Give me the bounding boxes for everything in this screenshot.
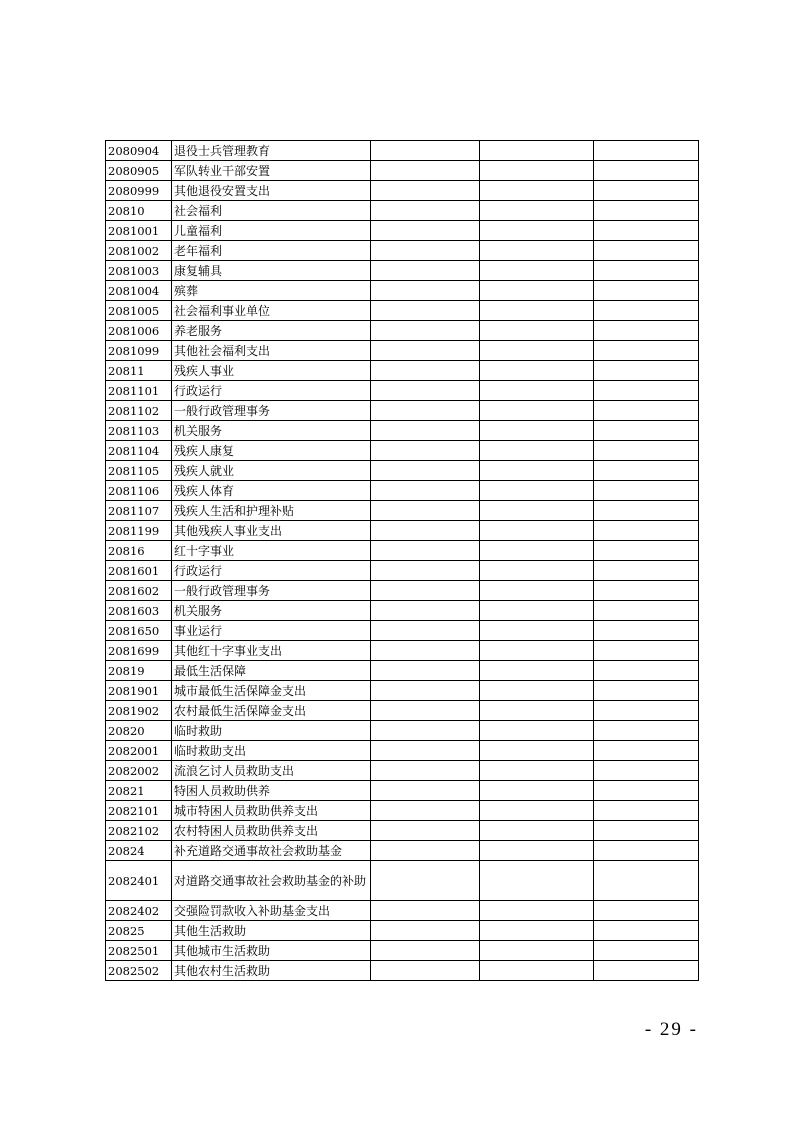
amount-cell [594,501,699,521]
account-code-cell: 2082002 [106,761,172,781]
amount-cell [480,401,594,421]
amount-cell [480,321,594,341]
amount-cell [480,161,594,181]
account-code-cell: 20816 [106,541,172,561]
amount-cell [480,381,594,401]
amount-cell [594,461,699,481]
table-row [106,781,699,801]
account-name-cell: 最低生活保障 [172,661,371,681]
amount-cell [594,521,699,541]
amount-cell [594,361,699,381]
amount-cell [480,781,594,801]
amount-cell [371,461,480,481]
account-code-cell: 2081699 [106,641,172,661]
account-name-cell: 事业运行 [172,621,371,641]
amount-cell [594,761,699,781]
amount-cell [480,861,594,901]
amount-cell [594,181,699,201]
table-row [106,441,699,461]
table-row [106,201,699,221]
account-code-cell: 20825 [106,921,172,941]
account-name-cell: 残疾人就业 [172,461,371,481]
amount-cell [594,201,699,221]
account-name-cell: 其他残疾人事业支出 [172,521,371,541]
amount-cell [594,441,699,461]
amount-cell [480,561,594,581]
amount-cell [371,801,480,821]
account-name-cell: 残疾人生活和护理补贴 [172,501,371,521]
amount-cell [480,961,594,981]
table-row [106,221,699,241]
table-row [106,421,699,441]
amount-cell [371,541,480,561]
account-code-cell: 2081107 [106,501,172,521]
amount-cell [480,741,594,761]
table-row [106,281,699,301]
amount-cell [371,921,480,941]
account-name-cell: 城市最低生活保障金支出 [172,681,371,701]
amount-cell [371,861,480,901]
account-name-cell: 残疾人康复 [172,441,371,461]
table-row [106,601,699,621]
amount-cell [371,381,480,401]
amount-cell [480,841,594,861]
account-code-cell: 20821 [106,781,172,801]
account-name-cell: 其他生活救助 [172,921,371,941]
table-row [106,801,699,821]
account-name-cell: 其他农村生活救助 [172,961,371,981]
amount-cell [371,281,480,301]
account-name-cell: 退役士兵管理教育 [172,141,371,161]
account-code-cell: 20811 [106,361,172,381]
amount-cell [371,841,480,861]
account-code-cell: 2082401 [106,861,172,901]
amount-cell [371,621,480,641]
amount-cell [594,641,699,661]
table-row [106,501,699,521]
table-row [106,721,699,741]
account-name-cell: 流浪乞讨人员救助支出 [172,761,371,781]
account-name-cell: 行政运行 [172,381,371,401]
amount-cell [371,221,480,241]
account-code-cell: 2081101 [106,381,172,401]
amount-cell [371,421,480,441]
amount-cell [371,681,480,701]
account-code-cell: 2081199 [106,521,172,541]
amount-cell [480,601,594,621]
account-code-cell: 2081601 [106,561,172,581]
amount-cell [480,221,594,241]
account-code-cell: 2082001 [106,741,172,761]
account-code-cell: 2081103 [106,421,172,441]
account-name-cell: 养老服务 [172,321,371,341]
amount-cell [594,381,699,401]
table-row [106,141,699,161]
amount-cell [594,161,699,181]
account-name-cell: 特困人员救助供养 [172,781,371,801]
amount-cell [594,941,699,961]
account-code-cell: 2081003 [106,261,172,281]
account-name-cell: 机关服务 [172,421,371,441]
amount-cell [371,161,480,181]
amount-cell [480,581,594,601]
account-code-cell: 2081106 [106,481,172,501]
account-code-cell: 2080999 [106,181,172,201]
amount-cell [594,741,699,761]
account-name-cell: 残疾人体育 [172,481,371,501]
account-code-cell: 20810 [106,201,172,221]
table-row [106,561,699,581]
account-name-cell: 一般行政管理事务 [172,401,371,421]
amount-cell [594,321,699,341]
amount-cell [371,781,480,801]
amount-cell [594,961,699,981]
account-name-cell: 农村最低生活保障金支出 [172,701,371,721]
amount-cell [594,541,699,561]
account-code-cell: 20819 [106,661,172,681]
amount-cell [594,281,699,301]
amount-cell [480,461,594,481]
account-name-cell: 其他城市生活救助 [172,941,371,961]
amount-cell [594,901,699,921]
amount-cell [371,341,480,361]
amount-cell [371,361,480,381]
amount-cell [480,281,594,301]
amount-cell [480,341,594,361]
amount-cell [480,801,594,821]
table-row [106,521,699,541]
amount-cell [594,661,699,681]
account-code-cell: 2081099 [106,341,172,361]
amount-cell [371,701,480,721]
amount-cell [371,581,480,601]
amount-cell [480,141,594,161]
table-row [106,821,699,841]
table-row [106,481,699,501]
account-name-cell: 老年福利 [172,241,371,261]
account-name-cell: 城市特困人员救助供养支出 [172,801,371,821]
amount-cell [594,221,699,241]
amount-cell [371,661,480,681]
table-row [106,661,699,681]
amount-cell [371,321,480,341]
amount-cell [371,441,480,461]
amount-cell [371,641,480,661]
amount-cell [594,841,699,861]
amount-cell [594,261,699,281]
account-code-cell: 2082102 [106,821,172,841]
amount-cell [371,741,480,761]
amount-cell [594,401,699,421]
amount-cell [371,301,480,321]
amount-cell [594,921,699,941]
amount-cell [371,201,480,221]
account-code-cell: 2081102 [106,401,172,421]
amount-cell [480,761,594,781]
table-row [106,641,699,661]
account-code-cell: 20820 [106,721,172,741]
amount-cell [371,821,480,841]
table-row [106,541,699,561]
account-name-cell: 补充道路交通事故社会救助基金 [172,841,371,861]
budget-table [105,140,699,981]
account-code-cell: 2081004 [106,281,172,301]
account-name-cell: 临时救助 [172,721,371,741]
account-name-cell: 其他红十字事业支出 [172,641,371,661]
amount-cell [371,601,480,621]
account-code-cell: 2082101 [106,801,172,821]
amount-cell [480,501,594,521]
account-name-cell: 交强险罚款收入补助基金支出 [172,901,371,921]
amount-cell [594,821,699,841]
amount-cell [371,761,480,781]
account-name-cell: 临时救助支出 [172,741,371,761]
table-row [106,921,699,941]
amount-cell [371,941,480,961]
amount-cell [480,941,594,961]
account-code-cell: 2082402 [106,901,172,921]
account-name-cell: 行政运行 [172,561,371,581]
account-code-cell: 2080904 [106,141,172,161]
amount-cell [480,181,594,201]
table-row [106,381,699,401]
account-name-cell: 农村特困人员救助供养支出 [172,821,371,841]
amount-cell [371,561,480,581]
table-row [106,681,699,701]
amount-cell [594,241,699,261]
amount-cell [480,201,594,221]
table-row [106,741,699,761]
account-code-cell: 2081602 [106,581,172,601]
account-code-cell: 2082502 [106,961,172,981]
amount-cell [480,641,594,661]
amount-cell [371,501,480,521]
table-row [106,761,699,781]
account-code-cell: 2081902 [106,701,172,721]
amount-cell [480,621,594,641]
amount-cell [594,141,699,161]
amount-cell [480,361,594,381]
account-code-cell: 20824 [106,841,172,861]
account-name-cell: 其他社会福利支出 [172,341,371,361]
page-number: - 29 - [644,1019,698,1040]
amount-cell [594,721,699,741]
amount-cell [594,801,699,821]
account-name-cell: 社会福利事业单位 [172,301,371,321]
amount-cell [594,861,699,901]
account-name-cell: 对道路交通事故社会救助基金的补助 [172,861,371,901]
table-row [106,901,699,921]
account-name-cell: 军队转业干部安置 [172,161,371,181]
amount-cell [480,301,594,321]
account-name-cell: 残疾人事业 [172,361,371,381]
account-code-cell: 2081650 [106,621,172,641]
table-row [106,581,699,601]
amount-cell [480,901,594,921]
amount-cell [371,901,480,921]
table-body [106,141,699,981]
amount-cell [371,261,480,281]
table-row [106,301,699,321]
amount-cell [480,921,594,941]
table-row [106,401,699,421]
amount-cell [594,701,699,721]
amount-cell [371,181,480,201]
amount-cell [594,601,699,621]
account-code-cell: 2081002 [106,241,172,261]
account-code-cell: 2081104 [106,441,172,461]
amount-cell [371,721,480,741]
account-name-cell: 儿童福利 [172,221,371,241]
account-name-cell: 红十字事业 [172,541,371,561]
amount-cell [480,521,594,541]
amount-cell [594,341,699,361]
amount-cell [594,781,699,801]
amount-cell [594,621,699,641]
account-code-cell: 2081603 [106,601,172,621]
amount-cell [480,421,594,441]
amount-cell [480,821,594,841]
amount-cell [594,581,699,601]
table-row [106,181,699,201]
amount-cell [371,521,480,541]
account-code-cell: 2081901 [106,681,172,701]
amount-cell [371,401,480,421]
table-row [106,261,699,281]
amount-cell [594,681,699,701]
amount-cell [371,481,480,501]
amount-cell [480,261,594,281]
table-row [106,241,699,261]
table-row [106,961,699,981]
amount-cell [480,441,594,461]
account-name-cell: 殡葬 [172,281,371,301]
table-row [106,161,699,181]
table-row [106,321,699,341]
amount-cell [480,681,594,701]
account-name-cell: 一般行政管理事务 [172,581,371,601]
amount-cell [480,481,594,501]
table-row [106,341,699,361]
amount-cell [594,301,699,321]
table-row [106,701,699,721]
account-code-cell: 2081105 [106,461,172,481]
account-code-cell: 2082501 [106,941,172,961]
account-name-cell: 其他退役安置支出 [172,181,371,201]
account-code-cell: 2081006 [106,321,172,341]
account-code-cell: 2080905 [106,161,172,181]
account-code-cell: 2081001 [106,221,172,241]
amount-cell [594,561,699,581]
account-name-cell: 康复辅具 [172,261,371,281]
amount-cell [371,241,480,261]
amount-cell [371,141,480,161]
amount-cell [480,721,594,741]
amount-cell [480,701,594,721]
amount-cell [480,241,594,261]
amount-cell [594,421,699,441]
table-row [106,841,699,861]
account-name-cell: 社会福利 [172,201,371,221]
table-row [106,461,699,481]
amount-cell [480,541,594,561]
amount-cell [594,481,699,501]
table-row [106,941,699,961]
table-row [106,361,699,381]
table-row [106,861,699,901]
amount-cell [371,961,480,981]
account-name-cell: 机关服务 [172,601,371,621]
account-code-cell: 2081005 [106,301,172,321]
amount-cell [480,661,594,681]
table-row [106,621,699,641]
